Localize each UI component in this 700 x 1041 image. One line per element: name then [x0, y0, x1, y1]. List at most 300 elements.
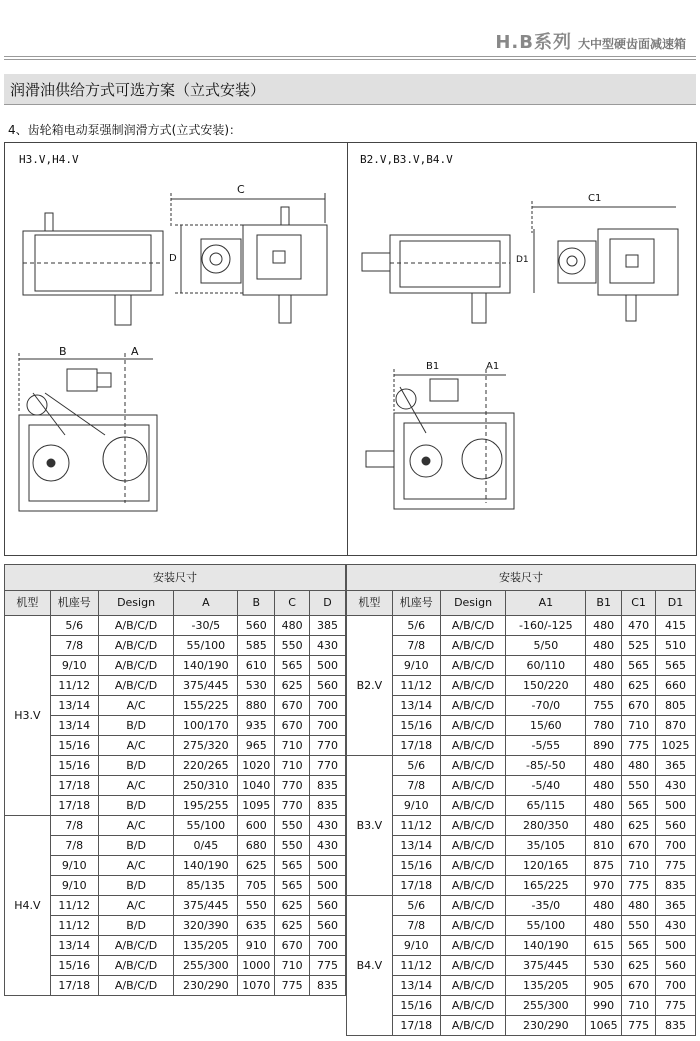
table-cell: 835 — [310, 976, 346, 996]
table-cell: 935 — [238, 716, 275, 736]
table-cell: 755 — [586, 696, 622, 716]
table-row — [5, 956, 346, 976]
dim-c1-label: C1 — [588, 193, 602, 204]
table-cell: 835 — [310, 776, 346, 796]
table-cell: 670 — [275, 936, 310, 956]
table-cell: 470 — [622, 616, 656, 636]
table-row — [5, 616, 346, 636]
table-cell: A/B/C/D — [440, 876, 506, 896]
table-cell: A/C — [98, 736, 174, 756]
table-cell: 700 — [310, 936, 346, 956]
table-cell: 560 — [310, 916, 346, 936]
table-cell: 255/300 — [506, 996, 586, 1016]
table-cell: 705 — [238, 876, 275, 896]
table-cell: 710 — [622, 856, 656, 876]
table-cell: 500 — [656, 796, 696, 816]
table-row — [347, 1016, 696, 1036]
dim-a-label: A — [131, 345, 139, 358]
table-cell: 11/12 — [50, 896, 98, 916]
table-cell: 9/10 — [392, 796, 440, 816]
table-cell: 7/8 — [50, 636, 98, 656]
table-cell: A/B/C/D — [440, 616, 506, 636]
table-cell: 480 — [275, 616, 310, 636]
column-header: B — [238, 591, 275, 616]
table-cell: 775 — [310, 956, 346, 976]
dimension-table-right — [346, 564, 696, 1036]
table-cell: 480 — [586, 676, 622, 696]
table-cell: 220/265 — [174, 756, 238, 776]
table-cell: 320/390 — [174, 916, 238, 936]
table-cell: 480 — [586, 796, 622, 816]
table-cell: 710 — [275, 736, 310, 756]
dim-a1-label: A1 — [486, 361, 500, 372]
table-cell: 250/310 — [174, 776, 238, 796]
table-cell: 430 — [310, 636, 346, 656]
table-cell: 7/8 — [50, 816, 98, 836]
table-cell: 875 — [586, 856, 622, 876]
table-cell: 11/12 — [392, 676, 440, 696]
table-cell: 480 — [586, 896, 622, 916]
table-cell: 11/12 — [392, 956, 440, 976]
table-cell: 780 — [586, 716, 622, 736]
section-bar — [4, 74, 696, 105]
table-cell: 15/16 — [50, 736, 98, 756]
table-row — [347, 656, 696, 676]
table-row — [5, 796, 346, 816]
table-cell: 480 — [586, 656, 622, 676]
table-row — [347, 936, 696, 956]
table-cell: 17/18 — [392, 736, 440, 756]
table-cell: 635 — [238, 916, 275, 936]
table-cell: 970 — [586, 876, 622, 896]
series-subtitle: 大中型硬齿面减速箱 — [577, 37, 686, 51]
table-cell: 5/6 — [392, 756, 440, 776]
table-cell: 13/14 — [392, 696, 440, 716]
table-cell: 835 — [310, 796, 346, 816]
table-cell: 1020 — [238, 756, 275, 776]
table-cell: A/C — [98, 856, 174, 876]
table-cell: 550 — [622, 916, 656, 936]
table-cell: 1000 — [238, 956, 275, 976]
table-cell: -160/-125 — [506, 616, 586, 636]
table-cell: 480 — [586, 756, 622, 776]
table-cell: B/D — [98, 836, 174, 856]
table-cell: A/B/C/D — [440, 716, 506, 736]
table-cell: 11/12 — [392, 816, 440, 836]
table-group-header: 安装尺寸 — [5, 565, 346, 591]
column-header: B1 — [586, 591, 622, 616]
table-cell: 13/14 — [50, 716, 98, 736]
dim-b-label: B — [59, 345, 67, 358]
diagram-label-left: H3.V,H4.V — [19, 153, 79, 166]
table-cell: 710 — [275, 956, 310, 976]
table-cell: 9/10 — [50, 876, 98, 896]
table-cell: 910 — [238, 936, 275, 956]
table-cell: 55/100 — [174, 816, 238, 836]
table-cell: A/B/C/D — [440, 976, 506, 996]
table-cell: 55/100 — [174, 636, 238, 656]
table-cell: 1095 — [238, 796, 275, 816]
table-cell: 415 — [656, 616, 696, 636]
table-cell: 60/110 — [506, 656, 586, 676]
table-cell: 7/8 — [392, 776, 440, 796]
column-header: 机座号 — [50, 591, 98, 616]
table-cell: 430 — [310, 836, 346, 856]
table-cell: 775 — [622, 736, 656, 756]
table-cell: 1065 — [586, 1016, 622, 1036]
series-title — [495, 28, 686, 54]
table-cell: 195/255 — [174, 796, 238, 816]
table-cell: 135/205 — [174, 936, 238, 956]
table-cell: 500 — [310, 856, 346, 876]
table-cell: 600 — [238, 816, 275, 836]
table-cell: A/B/C/D — [440, 696, 506, 716]
table-cell: 55/100 — [506, 916, 586, 936]
table-cell: 365 — [656, 896, 696, 916]
table-cell: 15/16 — [392, 716, 440, 736]
table-cell: 13/14 — [50, 696, 98, 716]
table-cell: A/B/C/D — [440, 636, 506, 656]
table-row — [347, 796, 696, 816]
table-cell: 565 — [656, 656, 696, 676]
table-cell: A/C — [98, 816, 174, 836]
table-row — [347, 716, 696, 736]
table-cell: 1070 — [238, 976, 275, 996]
column-header: Design — [98, 591, 174, 616]
model-cell: H4.V — [5, 816, 51, 996]
table-cell: 525 — [622, 636, 656, 656]
table-cell: 13/14 — [392, 976, 440, 996]
column-header: 机座号 — [392, 591, 440, 616]
table-cell: A/B/C/D — [98, 636, 174, 656]
table-row — [5, 736, 346, 756]
table-cell: 1025 — [656, 736, 696, 756]
table-cell: -5/55 — [506, 736, 586, 756]
dim-d1-label: D1 — [516, 255, 529, 265]
table-cell: A/B/C/D — [440, 676, 506, 696]
dim-d-label: D — [169, 253, 177, 264]
table-cell: 670 — [275, 696, 310, 716]
table-cell: A/B/C/D — [98, 656, 174, 676]
table-cell: 17/18 — [392, 1016, 440, 1036]
table-cell: A/B/C/D — [98, 956, 174, 976]
table-cell: 480 — [586, 816, 622, 836]
table-cell: 13/14 — [392, 836, 440, 856]
table-cell: 7/8 — [50, 836, 98, 856]
table-row — [5, 656, 346, 676]
table-row — [347, 876, 696, 896]
table-cell: 5/6 — [392, 616, 440, 636]
table-cell: 990 — [586, 996, 622, 1016]
column-header: D — [310, 591, 346, 616]
table-cell: 15/16 — [392, 856, 440, 876]
table-cell: 11/12 — [50, 676, 98, 696]
table-header-row — [347, 591, 696, 616]
table-cell: 9/10 — [392, 936, 440, 956]
table-row — [5, 676, 346, 696]
table-cell: 625 — [622, 956, 656, 976]
table-cell: 17/18 — [50, 776, 98, 796]
table-cell: B/D — [98, 756, 174, 776]
motor-box — [430, 379, 458, 401]
table-cell: 565 — [275, 856, 310, 876]
table-cell: 480 — [622, 756, 656, 776]
table-cell: 710 — [622, 716, 656, 736]
table-cell: 700 — [656, 836, 696, 856]
table-row — [347, 696, 696, 716]
table-row — [347, 736, 696, 756]
table-row — [347, 856, 696, 876]
table-cell: 65/115 — [506, 796, 586, 816]
table-cell: -70/0 — [506, 696, 586, 716]
table-row — [5, 776, 346, 796]
table-cell: A/B/C/D — [440, 996, 506, 1016]
table-cell: 9/10 — [50, 656, 98, 676]
table-cell: A/B/C/D — [440, 816, 506, 836]
table-cell: 150/220 — [506, 676, 586, 696]
table-cell: 15/16 — [50, 956, 98, 976]
table-row — [5, 976, 346, 996]
table-cell: 140/190 — [174, 656, 238, 676]
table-row — [5, 856, 346, 876]
diagram-panel-left — [4, 142, 348, 556]
table-cell: A/B/C/D — [98, 936, 174, 956]
gearbox-body-front — [19, 415, 157, 511]
table-row — [5, 636, 346, 656]
table-cell: 550 — [622, 776, 656, 796]
table-cell: 775 — [622, 876, 656, 896]
table-cell: 770 — [275, 796, 310, 816]
table-cell: 560 — [310, 896, 346, 916]
table-cell: A/B/C/D — [440, 956, 506, 976]
table-cell: 550 — [238, 896, 275, 916]
table-cell: 9/10 — [392, 656, 440, 676]
table-cell: 680 — [238, 836, 275, 856]
table-cell: -85/-50 — [506, 756, 586, 776]
table-cell: 670 — [622, 976, 656, 996]
table-cell: -5/40 — [506, 776, 586, 796]
table-cell: 870 — [656, 716, 696, 736]
table-cell: 13/14 — [50, 936, 98, 956]
table-cell: 810 — [586, 836, 622, 856]
table-cell: B/D — [98, 916, 174, 936]
table-row — [347, 776, 696, 796]
table-cell: A/B/C/D — [440, 736, 506, 756]
table-row — [347, 676, 696, 696]
table-cell: -30/5 — [174, 616, 238, 636]
table-cell: 560 — [238, 616, 275, 636]
table-cell: A/B/C/D — [440, 896, 506, 916]
table-cell: 11/12 — [50, 916, 98, 936]
table-cell: 670 — [275, 716, 310, 736]
column-header: A1 — [506, 591, 586, 616]
page-header — [0, 0, 700, 62]
table-cell: 510 — [656, 636, 696, 656]
table-cell: 700 — [310, 696, 346, 716]
column-header: Design — [440, 591, 506, 616]
table-cell: 560 — [310, 676, 346, 696]
table-cell: A/B/C/D — [440, 1016, 506, 1036]
table-cell: 17/18 — [50, 796, 98, 816]
table-cell: 530 — [586, 956, 622, 976]
column-header: C1 — [622, 591, 656, 616]
table-cell: 100/170 — [174, 716, 238, 736]
table-cell: -35/0 — [506, 896, 586, 916]
table-cell: 85/135 — [174, 876, 238, 896]
table-cell: 17/18 — [50, 976, 98, 996]
table-cell: 670 — [622, 836, 656, 856]
table-cell: 550 — [275, 816, 310, 836]
table-cell: A/B/C/D — [440, 936, 506, 956]
table-cell: 15/16 — [392, 996, 440, 1016]
table-cell: 480 — [586, 776, 622, 796]
table-cell: A/B/C/D — [98, 616, 174, 636]
table-cell: 9/10 — [50, 856, 98, 876]
table-cell: 140/190 — [174, 856, 238, 876]
table-cell: 230/290 — [174, 976, 238, 996]
dim-b1-label: B1 — [426, 361, 440, 372]
table-cell: 500 — [310, 656, 346, 676]
table-cell: 670 — [622, 696, 656, 716]
table-cell: 430 — [656, 776, 696, 796]
table-cell: 430 — [310, 816, 346, 836]
table-row — [5, 756, 346, 776]
table-cell: 530 — [238, 676, 275, 696]
table-cell: 480 — [586, 616, 622, 636]
table-cell: 610 — [238, 656, 275, 676]
table-cell: B/D — [98, 876, 174, 896]
table-cell: 15/16 — [50, 756, 98, 776]
table-cell: 700 — [656, 976, 696, 996]
table-row — [5, 716, 346, 736]
table-cell: 365 — [656, 756, 696, 776]
table-cell: 0/45 — [174, 836, 238, 856]
table-row — [347, 916, 696, 936]
gearbox-drawing-right — [346, 143, 696, 555]
table-cell: 805 — [656, 696, 696, 716]
table-cell: 500 — [656, 936, 696, 956]
sub-heading: 4、齿轮箱电动泵强制润滑方式(立式安装)： — [8, 123, 241, 137]
table-group-header: 安装尺寸 — [347, 565, 696, 591]
table-row — [347, 996, 696, 1016]
model-cell: B4.V — [347, 896, 393, 1036]
table-cell: 775 — [656, 996, 696, 1016]
section-title: 润滑油供给方式可选方案（立式安装） — [10, 81, 266, 99]
gearbox-body-front — [394, 413, 514, 509]
motor-box — [67, 369, 97, 391]
table-cell: 375/445 — [506, 956, 586, 976]
table-cell: 165/225 — [506, 876, 586, 896]
gearbox-body-side — [390, 235, 510, 293]
table-cell: 5/6 — [392, 896, 440, 916]
table-cell: 565 — [622, 936, 656, 956]
table-cell: 375/445 — [174, 676, 238, 696]
table-cell: 710 — [275, 756, 310, 776]
table-cell: 5/50 — [506, 636, 586, 656]
table-row — [347, 756, 696, 776]
table-cell: 770 — [310, 756, 346, 776]
table-cell: 565 — [275, 656, 310, 676]
pump-circle — [202, 245, 230, 273]
table-cell: B/D — [98, 716, 174, 736]
table-cell: A/B/C/D — [440, 916, 506, 936]
table-cell: 500 — [310, 876, 346, 896]
table-cell: 35/105 — [506, 836, 586, 856]
dimension-table-left — [4, 564, 346, 996]
column-header: 机型 — [347, 591, 393, 616]
table-cell: 1040 — [238, 776, 275, 796]
table-cell: A/B/C/D — [440, 856, 506, 876]
table-cell: 775 — [656, 856, 696, 876]
table-row — [347, 836, 696, 856]
table-cell: 880 — [238, 696, 275, 716]
table-cell: B/D — [98, 796, 174, 816]
table-cell: A/B/C/D — [98, 976, 174, 996]
table-cell: 120/165 — [506, 856, 586, 876]
table-cell: 7/8 — [392, 916, 440, 936]
table-cell: 385 — [310, 616, 346, 636]
table-cell: 625 — [275, 916, 310, 936]
table-cell: 890 — [586, 736, 622, 756]
table-cell: A/C — [98, 896, 174, 916]
column-header: D1 — [656, 591, 696, 616]
table-cell: 480 — [586, 636, 622, 656]
table-cell: 965 — [238, 736, 275, 756]
table-cell: 430 — [656, 916, 696, 936]
column-header: A — [174, 591, 238, 616]
table-cell: 775 — [275, 976, 310, 996]
model-cell: B2.V — [347, 616, 393, 756]
table-row — [5, 876, 346, 896]
table-cell: 480 — [622, 896, 656, 916]
table-cell: 660 — [656, 676, 696, 696]
gearbox-drawing-left — [5, 143, 347, 555]
table-cell: 625 — [275, 676, 310, 696]
table-row — [347, 616, 696, 636]
table-cell: A/C — [98, 776, 174, 796]
table-cell: 710 — [622, 996, 656, 1016]
table-cell: 155/225 — [174, 696, 238, 716]
table-cell: 615 — [586, 936, 622, 956]
table-cell: A/B/C/D — [440, 796, 506, 816]
table-cell: 7/8 — [392, 636, 440, 656]
table-cell: 770 — [275, 776, 310, 796]
table-cell: 585 — [238, 636, 275, 656]
table-cell: 565 — [622, 796, 656, 816]
table-cell: 17/18 — [392, 876, 440, 896]
table-cell: 625 — [622, 676, 656, 696]
table-cell: 775 — [622, 1016, 656, 1036]
table-cell: A/B/C/D — [440, 656, 506, 676]
table-row — [347, 896, 696, 916]
table-cell: A/B/C/D — [440, 776, 506, 796]
table-cell: 560 — [656, 816, 696, 836]
table-cell: A/B/C/D — [440, 836, 506, 856]
table-cell: 5/6 — [50, 616, 98, 636]
header-rule — [4, 56, 696, 60]
table-cell: 15/60 — [506, 716, 586, 736]
table-cell: 565 — [275, 876, 310, 896]
table-cell: 550 — [275, 636, 310, 656]
table-row — [347, 976, 696, 996]
table-cell: 835 — [656, 1016, 696, 1036]
table-cell: 550 — [275, 836, 310, 856]
table-cell: 135/205 — [506, 976, 586, 996]
diagram-panel-right — [346, 142, 697, 556]
table-header-row — [5, 591, 346, 616]
column-header: C — [275, 591, 310, 616]
table-cell: 625 — [238, 856, 275, 876]
